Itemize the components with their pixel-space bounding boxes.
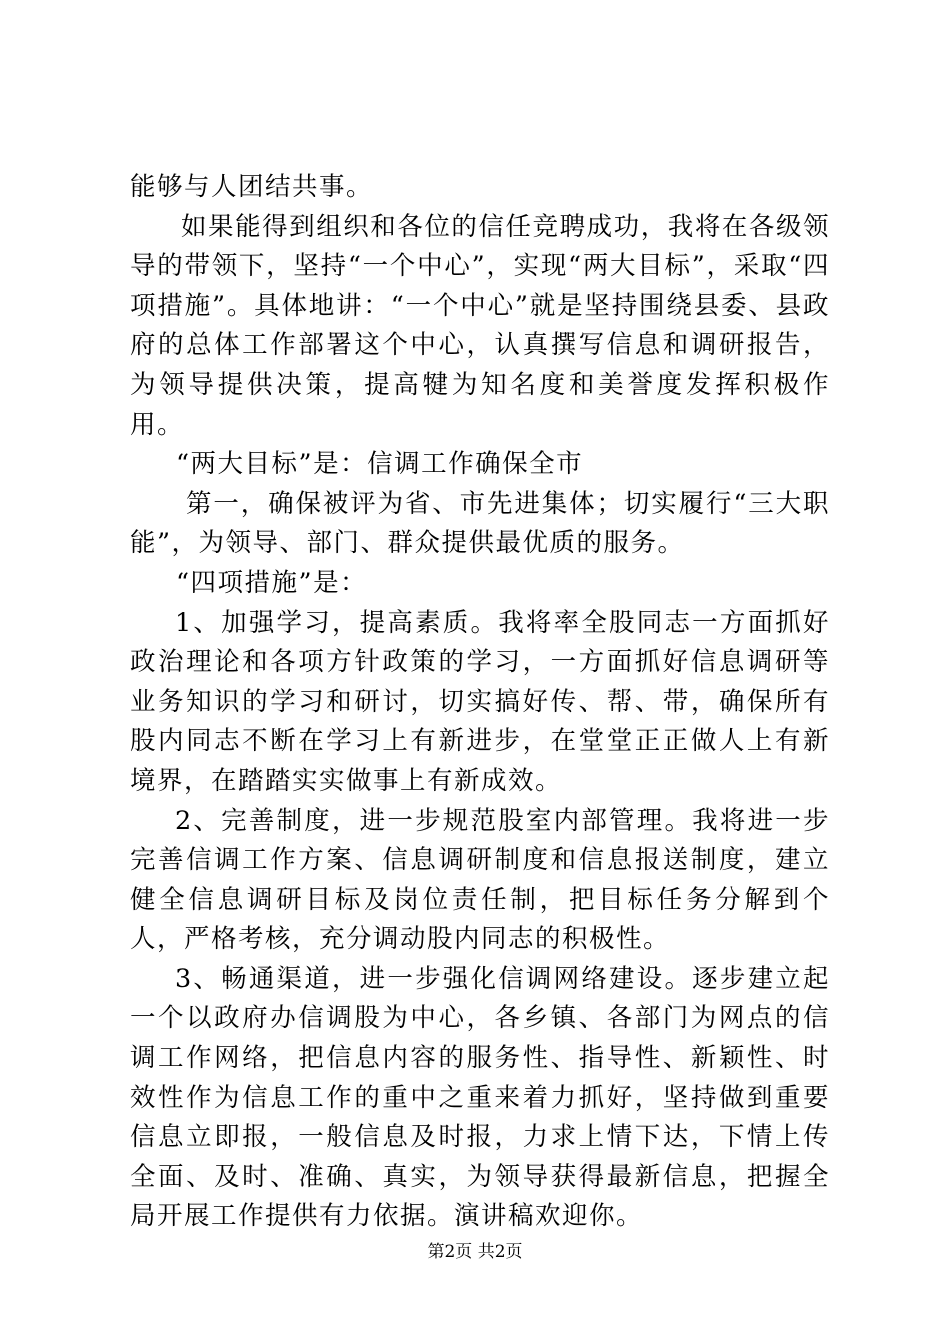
paragraph-two-goals-heading: “两大目标”是：信调工作确保全市 bbox=[176, 449, 584, 480]
document-body bbox=[130, 168, 830, 1237]
page-number: 第2页 共2页 bbox=[427, 1242, 523, 1262]
paragraph-measure-1: 1、加强学习，提高素质。我将率全股同志一方面抓好政治理论和各项方针政策的学习，一方面抓好信息调研等业务知识的学习和研讨，切实搞好传、帮、带，确保所有股内同志不断在学习上有新进步，在堂堂正正做人上有新境界，在踏踏实实做事上有新成效。 bbox=[130, 607, 830, 796]
paragraph-four-measures-heading: “四项措施”是： bbox=[176, 567, 368, 598]
paragraph-intro: 如果能得到组织和各位的信任竞聘成功，我将在各级领导的带领下，坚持“一个中心”，实现“两大目标”，采取“四项措施”。具体地讲：“一个中心”就是坚持围绕县委、县政府的总体工作部署这个中心，认真撰写信息和调研报告，为领导提供决策，提高犍为知名度和美誉度发挥积极作用。 bbox=[130, 211, 830, 440]
paragraph-first-goal: 第一，确保被评为省、市先进集体；切实履行“三大职能”，为领导、部门、群众提供最优质的服务。 bbox=[130, 488, 830, 559]
paragraph-measure-2: 2、完善制度，进一步规范股室内部管理。我将进一步完善信调工作方案、信息调研制度和信息报送制度，建立健全信息调研目标及岗位责任制，把目标任务分解到个人，严格考核，充分调动股内同志的积极性。 bbox=[130, 805, 830, 955]
paragraph-continuation: 能够与人团结共事。 bbox=[130, 172, 374, 202]
paragraph-measure-3: 3、畅通渠道，进一步强化信调网络建设。逐步建立起一个以政府办信调股为中心，各乡镇、各部门为网点的信调工作网络，把信息内容的服务性、指导性、新颖性、时效性作为信息工作的重中之重来着力抓好，坚持做到重要信息立即报，一般信息及时报，力求上情下达，下情上传全面、及时、准确、真实，为领导获得最新信息，把握全局开展工作提供有力依据。演讲稿欢迎你。 bbox=[130, 963, 830, 1232]
